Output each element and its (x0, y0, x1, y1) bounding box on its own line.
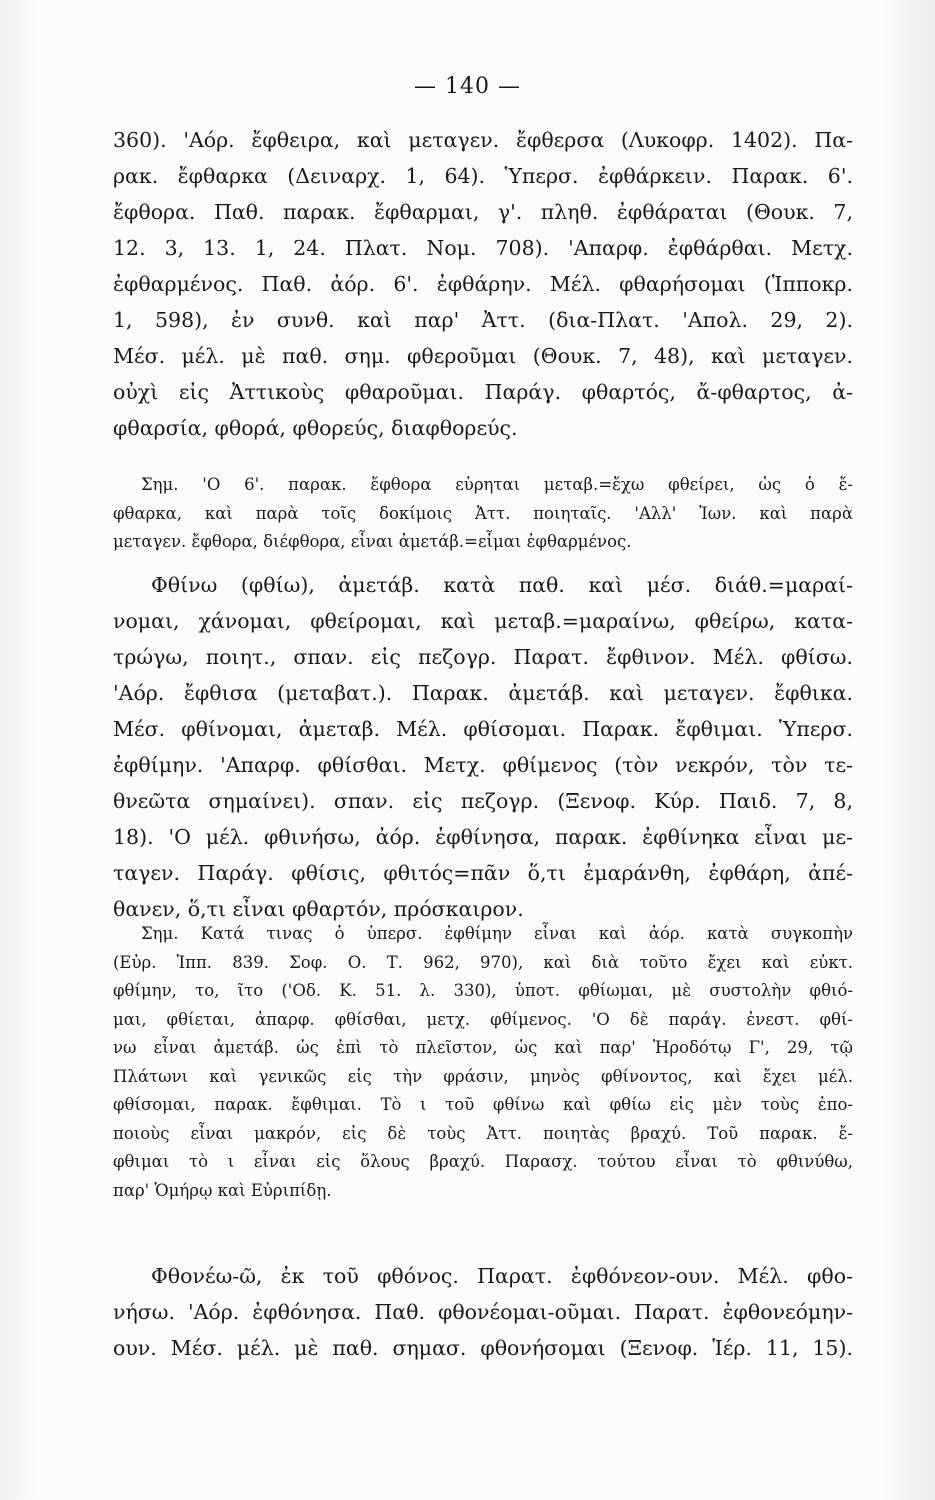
entry-phtheiro-continuation (113, 122, 853, 446)
text-line: ουν. Μέσ. μέλ. μὲ παθ. σημασ. φθονήσομαι (Ξενοφ. Ἱέρ. 11, 15). (113, 1336, 853, 1360)
text-line: θανεν, ὅ,τι εἶναι φθαρτόν, πρόσκαιρον. (113, 897, 524, 921)
text-line: φθαρσία, φθορά, φθορεύς, διαφθορεύς. (113, 416, 518, 440)
entry-headword-line: Φθονέω-ῶ, ἐκ τοῦ φθόνος. Παρατ. ἐφθόνεον-ουν. Μέλ. φθο- (151, 1264, 853, 1288)
text-line: θνεῶτα σημαίνει). σπαν. εἰς πεζογρ. (Ξενοφ. Κύρ. Παιδ. 7, 8, (113, 789, 853, 813)
page-number: — 140 — (414, 74, 521, 99)
note-line: νω εἶναι ἀμετάβ. ὡς ἐπὶ τὸ πλεῖστον, ὡς καὶ παρ' Ἡροδότῳ Γ', 29, τῷ (113, 1038, 853, 1057)
text-line: ἐφθαρμένος. Παθ. ἀόρ. 6'. ἐφθάρην. Μέλ. φθαρήσομαι (Ἱπποκρ. (113, 272, 853, 296)
entry-phthino (113, 567, 853, 927)
note-line: φθίσομαι, παρακ. ἔφθιμαι. Τὸ ι τοῦ φθίνω καὶ φθίω εἰς μὲν τοὺς ἐπο- (113, 1095, 853, 1114)
text-line: 360). 'Αόρ. ἔφθειρα, καὶ μεταγεν. ἔφθερσα (Λυκοφρ. 1402). Πα- (113, 128, 853, 152)
note-line: Σημ. 'Ο 6'. παρακ. ἔφθορα εὑρηται μεταβ.=ἔχω φθείρει, ὡς ὁ ἔ- (141, 475, 853, 494)
note-phthino (113, 920, 853, 1205)
note-line: φθίμην, το, ῖτο ('Οδ. Κ. 51. λ. 330), ὑποτ. φθίωμαι, μὲ συστολὴν φθιό- (113, 981, 853, 1000)
text-line: 1, 598), ἐν συνθ. καὶ παρ' Ἀττ. (δια-Πλατ. 'Απολ. 29, 2). (113, 308, 853, 332)
note-line: (Εὐρ. Ἱππ. 839. Σοφ. Ο. Τ. 962, 970), καὶ διὰ τοῦτο ἔχει καὶ εὐκτ. (113, 952, 853, 972)
text-line: Μέσ. φθίνομαι, ἀμεταβ. Μέλ. φθίσομαι. Παρακ. ἔφθιμαι. Ὑπερσ. (113, 717, 853, 741)
note-line: μαι, φθίεται, ἀπαρφ. φθίσθαι, μετχ. φθίμενος. 'Ο δὲ παράγ. ἐνεστ. φθί- (113, 1009, 853, 1029)
text-line: ἔφθορα. Παθ. παρακ. ἔφθαρμαι, γ'. πληθ. ἐφθάραται (Θουκ. 7, (113, 200, 853, 224)
text-line: νομαι, χάνομαι, φθείρομαι, καὶ μεταβ.=μαραίνω, φθείρω, κατα- (113, 609, 853, 633)
text-line: οὐχὶ εἰς Ἀττικοὺς φθαροῦμαι. Παράγ. φθαρτός, ἄ-φθαρτος, ἀ- (113, 380, 853, 404)
text-line: νήσω. 'Αόρ. ἐφθόνησα. Παθ. φθονέομαι-οῦμαι. Παρατ. ἐφθονεόμην- (113, 1300, 853, 1324)
note-line: Πλάτωνι καὶ γενικῶς εἰς τὴν φράσιν, μηνὸς φθίνοντος, καὶ ἔχει μέλ. (113, 1066, 853, 1086)
entry-headword-line: Φθίνω (φθίω), ἀμετάβ. κατὰ παθ. καὶ μέσ. διάθ.=μαραί- (151, 573, 853, 597)
text-line: Μέσ. μέλ. μὲ παθ. σημ. φθεροῦμαι (Θουκ. 7, 48), καὶ μεταγεν. (113, 344, 853, 368)
entry-phthoneo (113, 1258, 853, 1366)
text-line: 'Αόρ. ἔφθισα (μεταβατ.). Παρακ. ἀμετάβ. καὶ μεταγεν. ἔφθικα. (113, 681, 853, 705)
text-line: ρακ. ἔφθαρκα (Δειναρχ. 1, 64). Ὑπερσ. ἐφθάρκειν. Παρακ. 6'. (113, 164, 853, 188)
text-line: ἐφθίμην. 'Απαρφ. φθίσθαι. Μετχ. φθίμενος (τὸν νεκρόν, τὸν τε- (113, 753, 853, 777)
note-line: μεταγεν. ἔφθορα, διέφθορα, εἶναι ἀμετάβ.=εἶμαι ἐφθαρμένος. (113, 532, 632, 551)
note-line: Σημ. Κατά τινας ὁ ὑπερσ. ἐφθίμην εἶναι καὶ ἀόρ. κατὰ συγκοπὴν (141, 924, 853, 943)
note-phtheiro (113, 471, 853, 557)
text-line: ταγεν. Παράγ. φθίσις, φθιτός=πᾶν ὅ,τι ἐμαράνθη, ἐφθάρη, ἀπέ- (113, 861, 853, 885)
note-line: παρ' Ὁμήρῳ καὶ Εὐριπίδῃ. (113, 1180, 332, 1200)
text-line: 18). 'Ο μέλ. φθινήσω, ἀόρ. ἐφθίνησα, παρακ. ἐφθίνηκα εἶναι με- (113, 825, 853, 849)
note-line: ποιοὺς εἶναι μακρόν, εἰς δὲ τοὺς Ἀττ. ποιητὰς βραχύ. Τοῦ παρακ. ἔ- (113, 1123, 853, 1143)
text-line: τρώγω, ποιητ., σπαν. εἰς πεζογρ. Παρατ. ἔφθινον. Μέλ. φθίσω. (113, 645, 853, 669)
note-line: φθιμαι τὸ ι εἶναι εἰς ὅλους βραχύ. Παρασχ. τούτου εἶναι τὸ φθινύθω, (113, 1152, 853, 1171)
text-line: 12. 3, 13. 1, 24. Πλατ. Νομ. 708). 'Απαρφ. ἐφθάρθαι. Μετχ. (113, 236, 853, 260)
note-line: φθαρκα, καὶ παρὰ τοῖς δοκίμοις Ἀττ. ποιηταῖς. 'Αλλ' Ἰων. καὶ παρὰ (113, 503, 853, 523)
